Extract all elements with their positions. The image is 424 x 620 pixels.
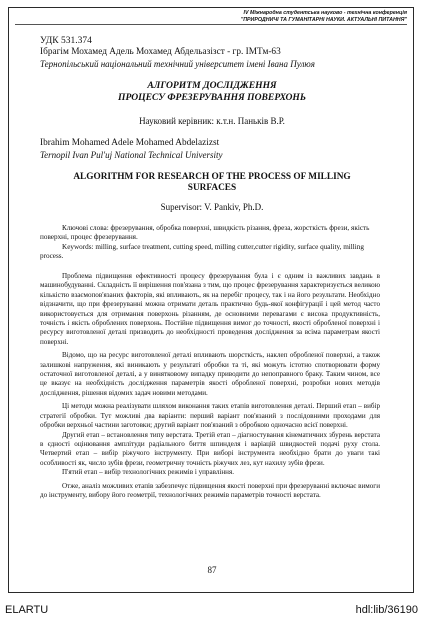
title-en [0, 172, 424, 194]
paragraph: Другий етап – встановлення типу верстата. Третій етап – діагностування кінематичних збурень верстата в єдності оцінювання амплітуди радіального биття шпинделя і варіацій швидкостей подачі руху стола. Четвертий етап – вибір ріжучого інструменту. При виборі інструмента необхідно брати до уваги такі особливості як, число зубів фрези, геометричну точність ріжучих лез, кут нахилу зубів фрези. [40, 430, 380, 467]
page-number: 87 [207, 565, 217, 575]
paragraph: Ці методи можна реалізувати шляхом виконання таких етапів виготовлення деталі. Перший етап – вибір стратегії обробки. Тут можливі два варіанти: перший варіант пов'язаний з послідовними проходами для обробки верхньої частини заготовки; другий варіант пов'язаний з обробкою одночасно всієї поверхні. [40, 402, 380, 430]
header-rule [15, 24, 407, 25]
conference-header-line2: "ПРИРОДНИЧІ ТА ГУМАНІТАРНІ НАУКИ. АКТУАЛЬНІ ПИТАННЯ" [240, 16, 407, 23]
conference-header [107, 10, 407, 23]
keywords-ua-text: Ключові слова: фрезерування, обробка поверхні, швидкість різання, фреза, жорсткість фрези, якість поверхні, процес фрезерування. [40, 224, 370, 242]
title-ua [0, 80, 424, 103]
authors-ua: Ібрагім Мохамед Адель Мохамед Абдельазізст - гр. ІМТм-63 [40, 47, 281, 57]
title-ua-line1: АЛГОРИТМ ДОСЛІДЖЕННЯ [147, 80, 277, 91]
keywords-en [40, 243, 380, 262]
conference-header-line1: IV Міжнародна студентська науково - технічна конференція [243, 10, 407, 16]
supervisor-ua: Науковий керівник: к.т.н. Паньків В.Р. [139, 116, 285, 126]
repository-footer [0, 600, 424, 620]
supervisor-en: Supervisor: V. Pankiv, Ph.D. [160, 202, 264, 212]
body-text [40, 272, 380, 504]
repository-name: ELARTU [5, 604, 49, 616]
university-en: Ternopil Ivan Pul'uj National Technical University [40, 150, 223, 160]
handle-link[interactable]: hdl:lib/36190 [355, 604, 418, 616]
title-ua-line2: ПРОЦЕСУ ФРЕЗЕРУВАННЯ ПОВЕРХОНЬ [118, 91, 306, 103]
paragraph: П'ятий етап – вибір технологічних режимів і управління. [62, 468, 235, 477]
udk-code: УДК 531.374 [40, 36, 92, 46]
keywords-ua [40, 224, 380, 243]
paragraph: Проблема підвищення ефективності процесу фрезерування була і є одним із важливих завдань в машинобудуванні. Складність її вирішення пов'язана з тим, що процес фрезерування характеризується великою кількістю взаємопов'язаних факторів, які впливають, як на перебіг процесу, так і на його результати. Необхідно відзначити, що при фрезеруванні можна отримати деталь практично будь-якої конфігурації і цей метод часто використовується для отримання поверхонь різанням, де основними перевагами є висока продуктивність, точність і якість оброблених поверхонь. Постійне підвищення вимог до точності, якості обробленої поверхні і ресурсу виготовленої деталі призводить до необхідності проведення дослідження за всіма параметрам якості поверхні. [40, 272, 380, 346]
paragraph: Відомо, що на ресурс виготовленої деталі впливають шорсткість, наклеп обробленої поверхні, а також залишкові напруження, які виникають у результаті обробки та ті, які можуть істотно спотворювати форму остаточної виготовленої деталі, а у винятковому випадку приводити до непоправного браку. Таким чином, все це вказує на необхідність дослідження параметрів якості обробленої поверхні, розробки нових методів дослідження, рішення відомих задач новими методами. [40, 351, 380, 397]
paragraph: Отже, аналіз можливих етапів забезпечує підвищення якості поверхні при фрезеруванні включає вимоги до інструменту, вибору його геометрії, технологічних режимів параметрів точності верстата. [40, 481, 380, 499]
title-en-line1: ALGORITHM FOR RESEARCH OF THE PROCESS OF MILLING [73, 172, 351, 182]
university-ua: Тернопільський національний технічний університет імені Івана Пулюя [40, 59, 315, 69]
author-en: Ibrahim Mohamed Adele Mohamed Abdelazizst [40, 138, 220, 148]
keywords-en-text: Keywords: milling, surface treatment, cutting speed, milling cutter,cutter rigidity, surface quality, milling process. [40, 243, 364, 261]
title-en-line2: SURFACES [187, 183, 237, 193]
